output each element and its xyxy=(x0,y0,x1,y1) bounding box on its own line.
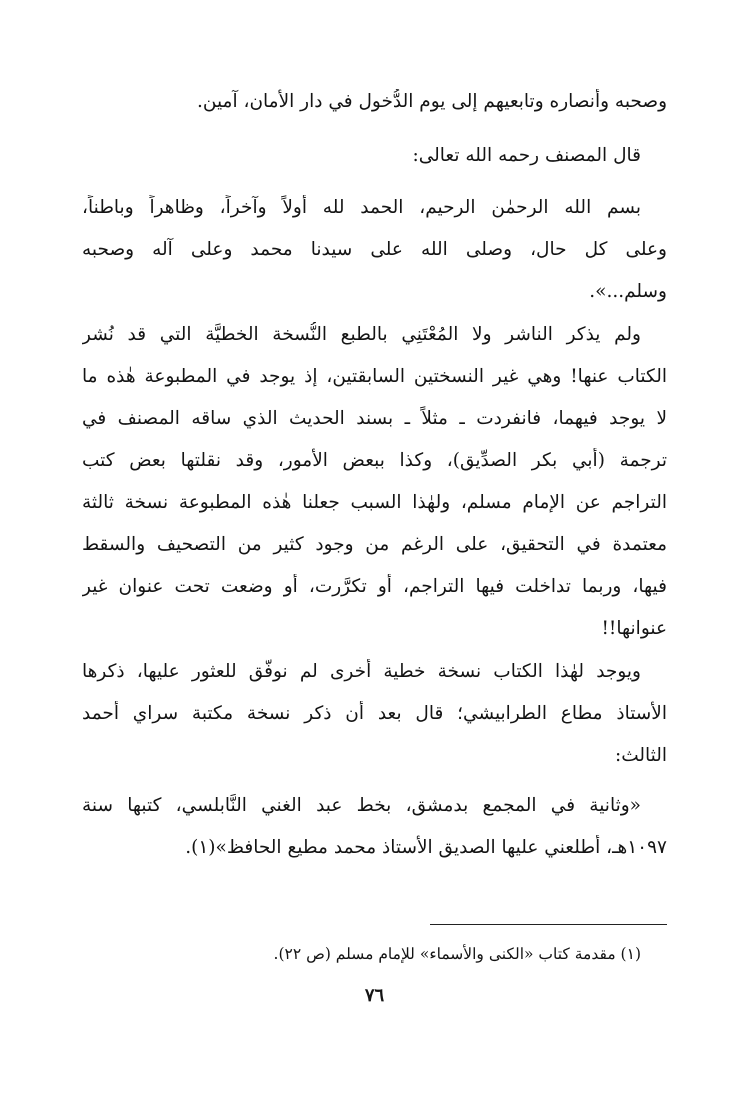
text-line: الثالث: xyxy=(614,745,667,766)
text-line: «وثانية في المجمع بدمشق، بخط عبد الغني النَّابلسي، كتبها سنة xyxy=(82,795,641,816)
text-line: وعلى كل حال، وصلى الله على سيدنا محمد وعلى آله وصحبه xyxy=(82,239,667,260)
footnote: (١) مقدمة كتاب «الكنى والأسماء» للإمام مسلم (ص ٢٢). xyxy=(273,945,641,963)
text-line: ترجمة (أبي بكر الصدِّيق)، وكذا ببعض الأمور، وقد نقلتها بعض كتب xyxy=(82,450,667,471)
text-line: وصحبه وأنصاره وتابعيهم إلى يوم الدُّخول في دار الأمان، آمين. xyxy=(197,91,667,112)
text-line: ولم يذكر الناشر ولا المُعْتَنِي بالطبع النُّسخة الخطيَّة التي قد نُشر xyxy=(82,324,641,345)
footnote-divider xyxy=(430,924,667,925)
text-line: وسلم...». xyxy=(589,281,667,302)
text-line: الأستاذ مطاع الطرابيشي؛ قال بعد أن ذكر نسخة مكتبة سراي أحمد xyxy=(82,703,667,724)
text-line: قال المصنف رحمه الله تعالى: xyxy=(412,145,641,166)
text-line: عنوانها!! xyxy=(601,618,667,639)
text-line: لا يوجد فيهما، فانفردت ـ مثلاً ـ بسند الحديث الذي ساقه المصنف في xyxy=(82,408,667,429)
text-line: بسم الله الرحمٰن الرحيم، الحمد لله أولاً وآخراً، وظاهراً وباطناً، xyxy=(82,197,641,218)
text-line: التراجم عن الإمام مسلم، ولهٰذا السبب جعلنا هٰذه المطبوعة نسخة ثالثة xyxy=(82,492,667,513)
text-line: الكتاب عنها! وهي غير النسختين السابقتين، إذ يوجد في المطبوعة هٰذه ما xyxy=(82,366,667,387)
text-line: فيها، وربما تداخلت فيها التراجم، أو تكرَّرت، أو وضعت تحت عنوان غير xyxy=(82,576,667,597)
text-line: معتمدة في التحقيق، على الرغم من وجود كثير من التصحيف والسقط xyxy=(82,534,667,555)
page-number: ٧٦ xyxy=(364,985,385,1006)
text-line: ويوجد لهٰذا الكتاب نسخة خطية أخرى لم نوفَّق للعثور عليها، ذكرها xyxy=(82,661,641,682)
text-line: ١٠٩٧هـ، أطلعني عليها الصديق الأستاذ محمد مطيع الحافظ»(١). xyxy=(185,837,667,858)
